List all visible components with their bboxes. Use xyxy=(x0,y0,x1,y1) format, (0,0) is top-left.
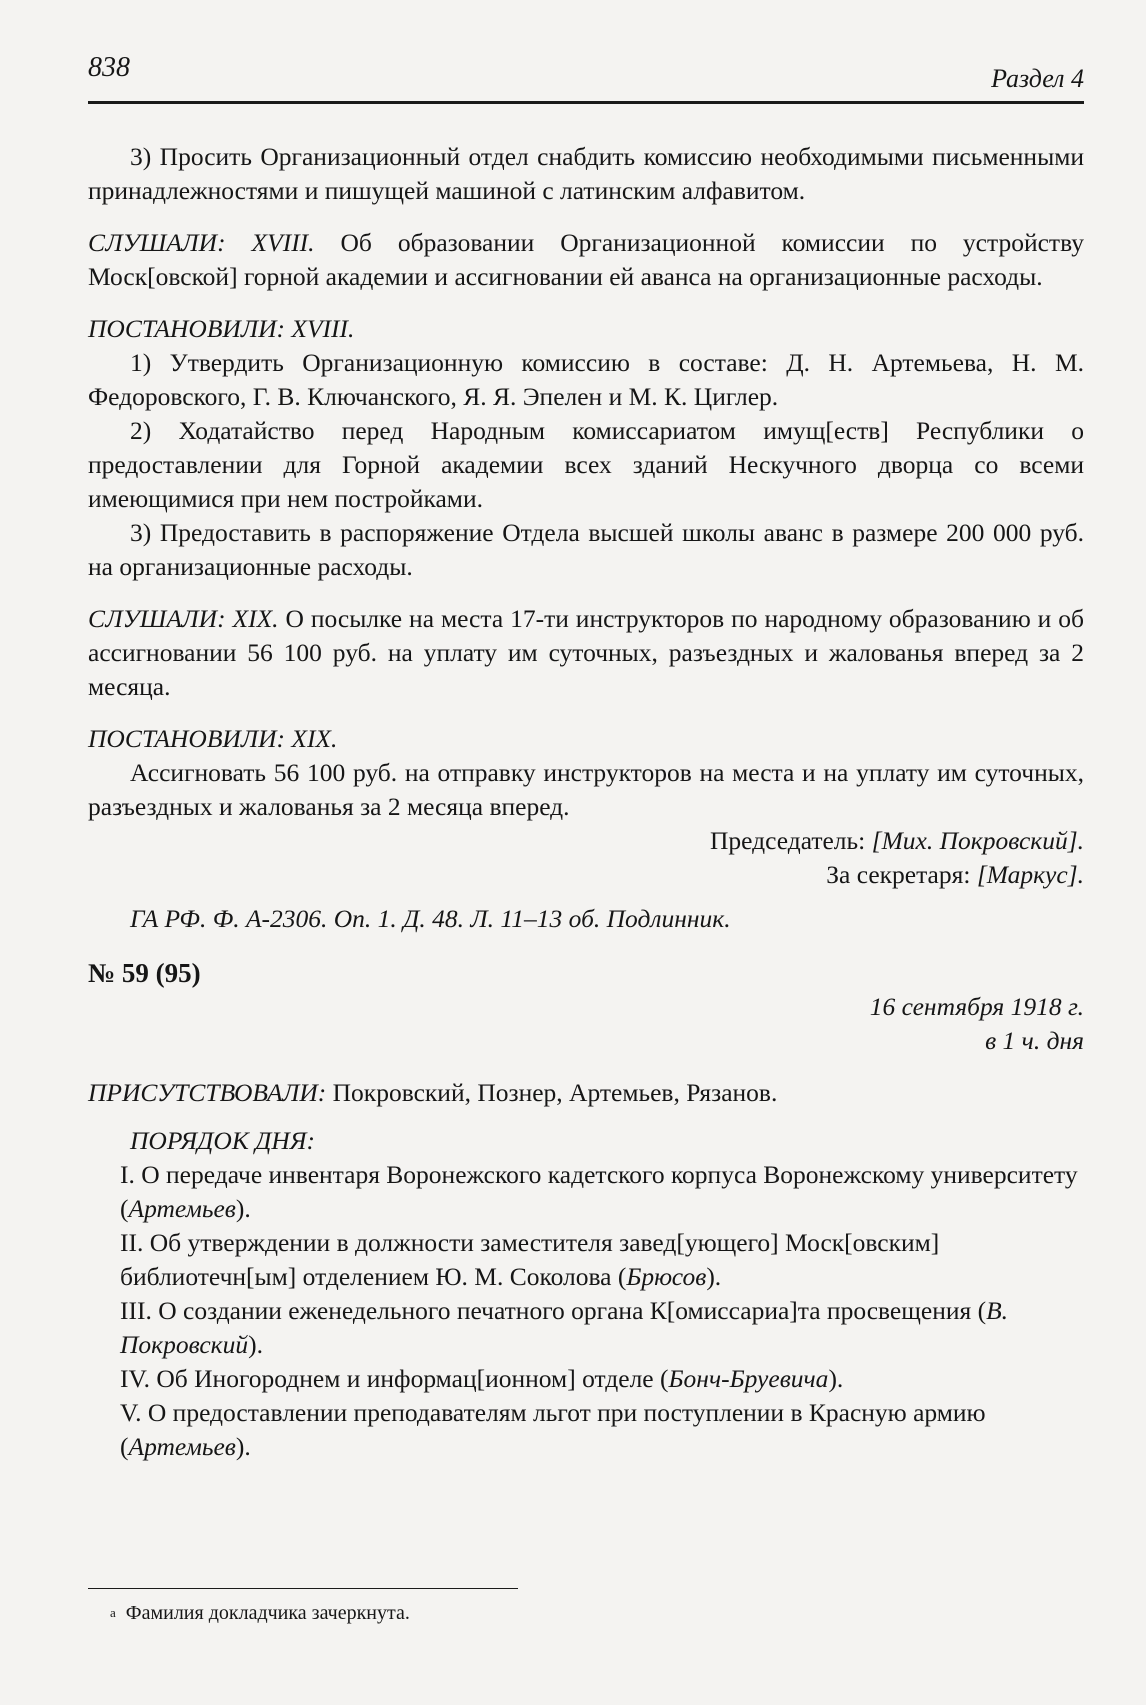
agenda-item-end: ). xyxy=(248,1330,263,1359)
secretary-signature xyxy=(88,858,1084,892)
resolved-18-item-2: 2) Ходатайство перед Народным комиссариатом имущ[еств] Республики о предоставлении для Горной академии всех зданий Нескучного дворца со всеми имеющимися при нем постройками. xyxy=(88,416,1084,513)
page-header xyxy=(88,52,1084,102)
agenda-item-speaker: Брюсов xyxy=(626,1262,707,1291)
heard-19-label: СЛУШАЛИ: XIX. xyxy=(88,604,279,633)
document-time: в 1 ч. дня xyxy=(985,1026,1084,1055)
archive-source: ГА РФ. Ф. А-2306. Оп. 1. Д. 48. Л. 11–13 об. Подлинник. xyxy=(130,904,731,933)
agenda-item xyxy=(120,1158,1084,1226)
footnote-text: Фамилия докладчика зачеркнута. xyxy=(125,1602,410,1624)
paragraph-p1: 3) Просить Организационный отдел снабдить комиссию необходимыми письменными принадлежностями и пишущей машиной с латинским алфавитом. xyxy=(88,142,1084,205)
secretary-label: За секретаря: xyxy=(826,860,977,889)
agenda-label: ПОРЯДОК ДНЯ: xyxy=(130,1126,316,1155)
agenda-item-text: V. О предоставлении преподавателям льгот при поступлении в Красную армию ( xyxy=(120,1398,986,1461)
resolved-19-label: ПОСТАНОВИЛИ: XIX. xyxy=(88,724,338,753)
resolved-18-item-1: 1) Утвердить Организационную комиссию в составе: Д. Н. Артемьева, Н. М. Федоровского, Г. В. Ключанского, Я. Я. Эпелен и М. К. Циглер. xyxy=(88,348,1084,411)
agenda-item-end: ). xyxy=(235,1432,251,1461)
section-title: Раздел 4 xyxy=(991,64,1084,93)
header-rule xyxy=(88,101,1084,104)
chair-signature xyxy=(88,824,1084,858)
footnote-rule xyxy=(88,1588,518,1589)
resolved-19-text: Ассигновать 56 100 руб. на отправку инструкторов на места и на уплату им суточных, разъездных и жалованья за 2 месяца вперед. xyxy=(88,758,1084,821)
document-date: 16 сентября 1918 г. xyxy=(869,992,1084,1021)
heard-19-text: О посылке на места 17-ти инструкторов по народному образованию и об ассигновании 56 100 руб. на уплату им суточных, разъездных и жалованья вперед за 2 месяца. xyxy=(88,604,1084,701)
agenda-item-text: II. Об утверждении в должности заместителя завед[ующего] Моск[овским] библиотечн[ым] отделением Ю. М. Соколова ( xyxy=(120,1228,940,1291)
agenda-item xyxy=(120,1226,1084,1294)
secretary-name: [Маркус]. xyxy=(976,860,1084,889)
heard-18-text: Об образовании Организационной комиссии по устройству Моск[овской] горной академии и ассигновании ей аванса на организационные расходы. xyxy=(88,228,1084,291)
present-names: Покровский, Познер, Артемьев, Рязанов. xyxy=(326,1078,778,1107)
agenda-item xyxy=(120,1362,1084,1396)
agenda-item-end: ). xyxy=(706,1262,722,1291)
page-number: 838 xyxy=(88,52,130,83)
footnote xyxy=(110,1600,410,1626)
chair-label: Председатель: xyxy=(709,826,872,855)
agenda-item-speaker: Бонч-Бруевича xyxy=(668,1364,829,1393)
agenda-item xyxy=(120,1294,1084,1362)
document-body xyxy=(88,140,1084,1464)
resolved-18-item-3: 3) Предоставить в распоряжение Отдела высшей школы аванс в размере 200 000 руб. на организационные расходы. xyxy=(88,518,1084,581)
agenda-item-text: III. О создании еженедельного печатного органа К[омиссариа]та просвещения ( xyxy=(120,1296,987,1325)
resolved-18-label: ПОСТАНОВИЛИ: XVIII. xyxy=(88,314,355,343)
agenda-item-text: I. О передаче инвентаря Воронежского кадетского корпуса Воронежскому университету ( xyxy=(120,1160,1078,1223)
chair-name: [Мих. Покровский]. xyxy=(871,826,1084,855)
footnote-mark: а xyxy=(110,1605,116,1620)
heard-18 xyxy=(88,226,1084,294)
present-label: ПРИСУТСТВОВАЛИ: xyxy=(88,1078,327,1107)
agenda-item-speaker: Артемьев xyxy=(128,1432,236,1461)
agenda-item-end: ). xyxy=(235,1194,251,1223)
agenda-item-speaker: Артемьев xyxy=(128,1194,236,1223)
agenda xyxy=(88,1124,1084,1464)
heard-19 xyxy=(88,602,1084,704)
agenda-item-speaker: В. Покровский xyxy=(120,1296,1009,1359)
agenda-item-text: IV. Об Иногороднем и информац[ионном] отделе ( xyxy=(120,1364,669,1393)
present-line xyxy=(88,1076,1084,1110)
heard-18-label: СЛУШАЛИ: XVIII. xyxy=(88,228,315,257)
agenda-item xyxy=(120,1396,1084,1464)
document-number: № 59 (95) xyxy=(88,958,201,988)
agenda-item-end: ). xyxy=(828,1364,844,1393)
